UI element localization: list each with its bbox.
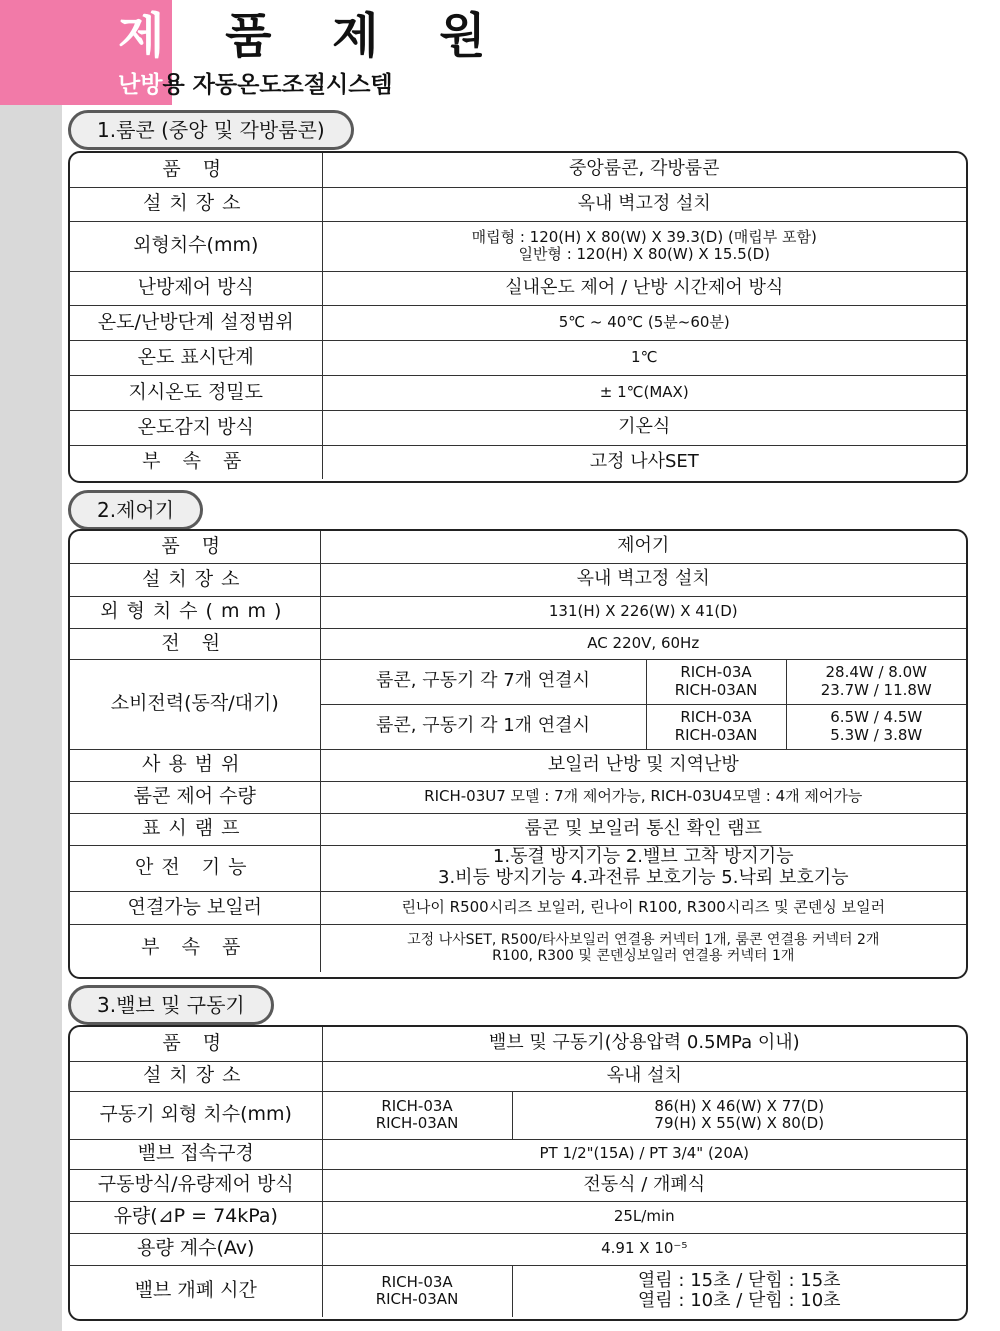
table-row [70,340,966,375]
page-title-rest: 품 제 원 [186,8,508,64]
table-row [70,1233,966,1265]
row-label: 안전 기능 [70,845,320,891]
table-row [70,924,966,972]
table-row [70,410,966,445]
page-subtitle [118,70,393,100]
table-row [70,1169,966,1201]
table-row [70,891,966,924]
row-label: 난방제어 방식 [70,271,322,305]
row-label: 품 명 [70,531,320,563]
row-label: 지시온도 정밀도 [70,375,322,410]
section2-title: 2.제어기 [68,490,203,530]
row-value: 린나이 R500시리즈 보일러, 린나이 R100, R300시리즈 및 콘덴싱 보일러 [320,891,966,924]
row-label: 연결가능 보일러 [70,891,320,924]
condition-cell: 룸콘, 구동기 각 1개 연결시 [320,704,646,749]
table-row [70,628,966,659]
model-line: RICH-03A [381,1273,453,1291]
page-title-first-char: 제 [118,8,187,64]
row-label: 구동방식/유량제어 방식 [70,1169,322,1201]
row-value: 실내온도 제어 / 난방 시간제어 방식 [322,271,966,305]
row-label: 외형치수(mm) [70,596,320,628]
dimension-cell [512,1091,966,1139]
power-cell [786,704,966,749]
row-value: 옥내 벽고정 설치 [322,187,966,221]
model-cell [322,1091,512,1139]
row-label: 온도감지 방식 [70,410,322,445]
section3-table [68,1025,968,1321]
value-line: 고정 나사SET, R500/타사보일러 연결용 커넥터 1개, 룸콘 연결용 커넥터 2개 [407,932,880,949]
row-value: PT 1/2"(15A) / PT 3/4" (20A) [322,1139,966,1169]
row-label: 용량 계수(Av) [70,1233,322,1265]
row-label: 전 원 [70,628,320,659]
model-line: RICH-03AN [375,1114,459,1132]
row-value: 전동식 / 개폐식 [322,1169,966,1201]
value-line: 3.비등 방지기능 4.과전류 보호기능 5.낙뢰 보호기능 [438,867,849,888]
row-label: 밸브 개폐 시간 [70,1265,322,1317]
power-cell [786,659,966,704]
model-line: RICH-03AN [375,1290,459,1309]
power-line: 5.3W / 3.8W [830,725,923,744]
row-value: 25L/min [322,1201,966,1233]
row-value: 룸콘 및 보일러 통신 확인 램프 [320,813,966,845]
table-row [70,813,966,845]
model-cell [646,659,786,704]
row-value: 옥내 벽고정 설치 [320,563,966,596]
row-value: AC 220V, 60Hz [320,628,966,659]
row-label: 부 속 품 [70,924,320,972]
table-row [70,1139,966,1169]
power-line: 28.4W / 8.0W [825,663,927,682]
subtitle-rest: 용 자동온도조절시스템 [162,72,393,98]
model-line: RICH-03A [381,1096,453,1115]
side-strip [0,105,62,1331]
table-row [70,781,966,813]
table-row [70,445,966,479]
row-label: 품 명 [70,153,322,187]
row-label: 품 명 [70,1027,322,1061]
row-value [320,924,966,972]
table-row [70,659,966,704]
table-row [70,187,966,221]
row-value: 기온식 [322,410,966,445]
dimension-line: 79(H) X 55(W) X 80(D) [654,1114,825,1132]
table-row [70,1091,966,1139]
row-label: 설치장소 [70,187,322,221]
row-label: 밸브 접속구경 [70,1139,322,1169]
power-line: 6.5W / 4.5W [830,708,923,727]
table-row [70,531,966,563]
condition-cell: 룸콘, 구동기 각 7개 연결시 [320,659,646,704]
table-row [70,1061,966,1091]
row-value: 5℃ ~ 40℃ (5분~60분) [322,305,966,340]
time-line: 열림 : 15초 / 닫힘 : 15초 [637,1269,841,1291]
table-row [70,845,966,891]
row-value: 고정 나사SET [322,445,966,479]
row-value: 밸브 및 구동기(상용압력 0.5MPa 이내) [322,1027,966,1061]
row-label: 설치장소 [70,1061,322,1091]
model-line: RICH-03A [680,663,752,682]
table-row [70,221,966,271]
row-value: 제어기 [320,531,966,563]
row-label: 사용범위 [70,749,320,781]
table-row [70,375,966,410]
row-value [320,845,966,891]
section2-table [68,529,968,979]
section3-title: 3.밸브 및 구동기 [68,985,274,1025]
row-value [322,221,966,271]
power-line: 23.7W / 11.8W [820,680,932,699]
table-row [70,1027,966,1061]
table-row [70,749,966,781]
row-label: 설치장소 [70,563,320,596]
model-line: RICH-03AN [674,725,758,744]
model-cell [646,704,786,749]
row-value: 131(H) X 226(W) X 41(D) [320,596,966,628]
time-cell [512,1265,966,1317]
row-label: 표시램프 [70,813,320,845]
table-row [70,563,966,596]
value-line: 매립형 : 120(H) X 80(W) X 39.3(D) (매립부 포함) [471,227,817,246]
row-value: 4.91 X 10⁻⁵ [322,1233,966,1265]
row-label: 소비전력(동작/대기) [70,659,320,749]
model-cell [322,1265,512,1317]
model-line: RICH-03A [680,708,752,727]
row-label: 유량(⊿P = 74kPa) [70,1201,322,1233]
dimension-line: 86(H) X 46(W) X 77(D) [654,1096,825,1115]
value-line: 일반형 : 120(H) X 80(W) X 15.5(D) [518,245,771,263]
section1-title: 1.룸콘 (중앙 및 각방룸콘) [68,110,354,150]
row-value: 1℃ [322,340,966,375]
row-value: RICH-03U7 모델 : 7개 제어가능, RICH-03U4모델 : 4개 제어가능 [320,781,966,813]
table-row [70,271,966,305]
row-value: 옥내 설치 [322,1061,966,1091]
section1-table [68,151,968,483]
row-label: 부 속 품 [70,445,322,479]
table-row [70,153,966,187]
row-value: 중앙룸콘, 각방룸콘 [322,153,966,187]
row-label: 구동기 외형 치수(mm) [70,1091,322,1139]
value-line: R100, R300 및 콘덴싱보일러 연결용 커넥터 1개 [492,948,795,965]
value-line: 1.동결 방지기능 2.밸브 고착 방지기능 [492,846,794,868]
table-row [70,596,966,628]
row-label: 외형치수(mm) [70,221,322,271]
row-value: 보일러 난방 및 지역난방 [320,749,966,781]
row-label: 룸콘 제어 수량 [70,781,320,813]
row-label: 온도/난방단계 설정범위 [70,305,322,340]
time-line: 열림 : 10초 / 닫힘 : 10초 [637,1290,841,1312]
row-label: 온도 표시단계 [70,340,322,375]
table-row [70,1201,966,1233]
page-title [118,6,508,66]
row-value: ± 1℃(MAX) [322,375,966,410]
table-row [70,305,966,340]
subtitle-highlight: 난방 [118,72,163,98]
table-row [70,1265,966,1317]
model-line: RICH-03AN [674,680,758,699]
